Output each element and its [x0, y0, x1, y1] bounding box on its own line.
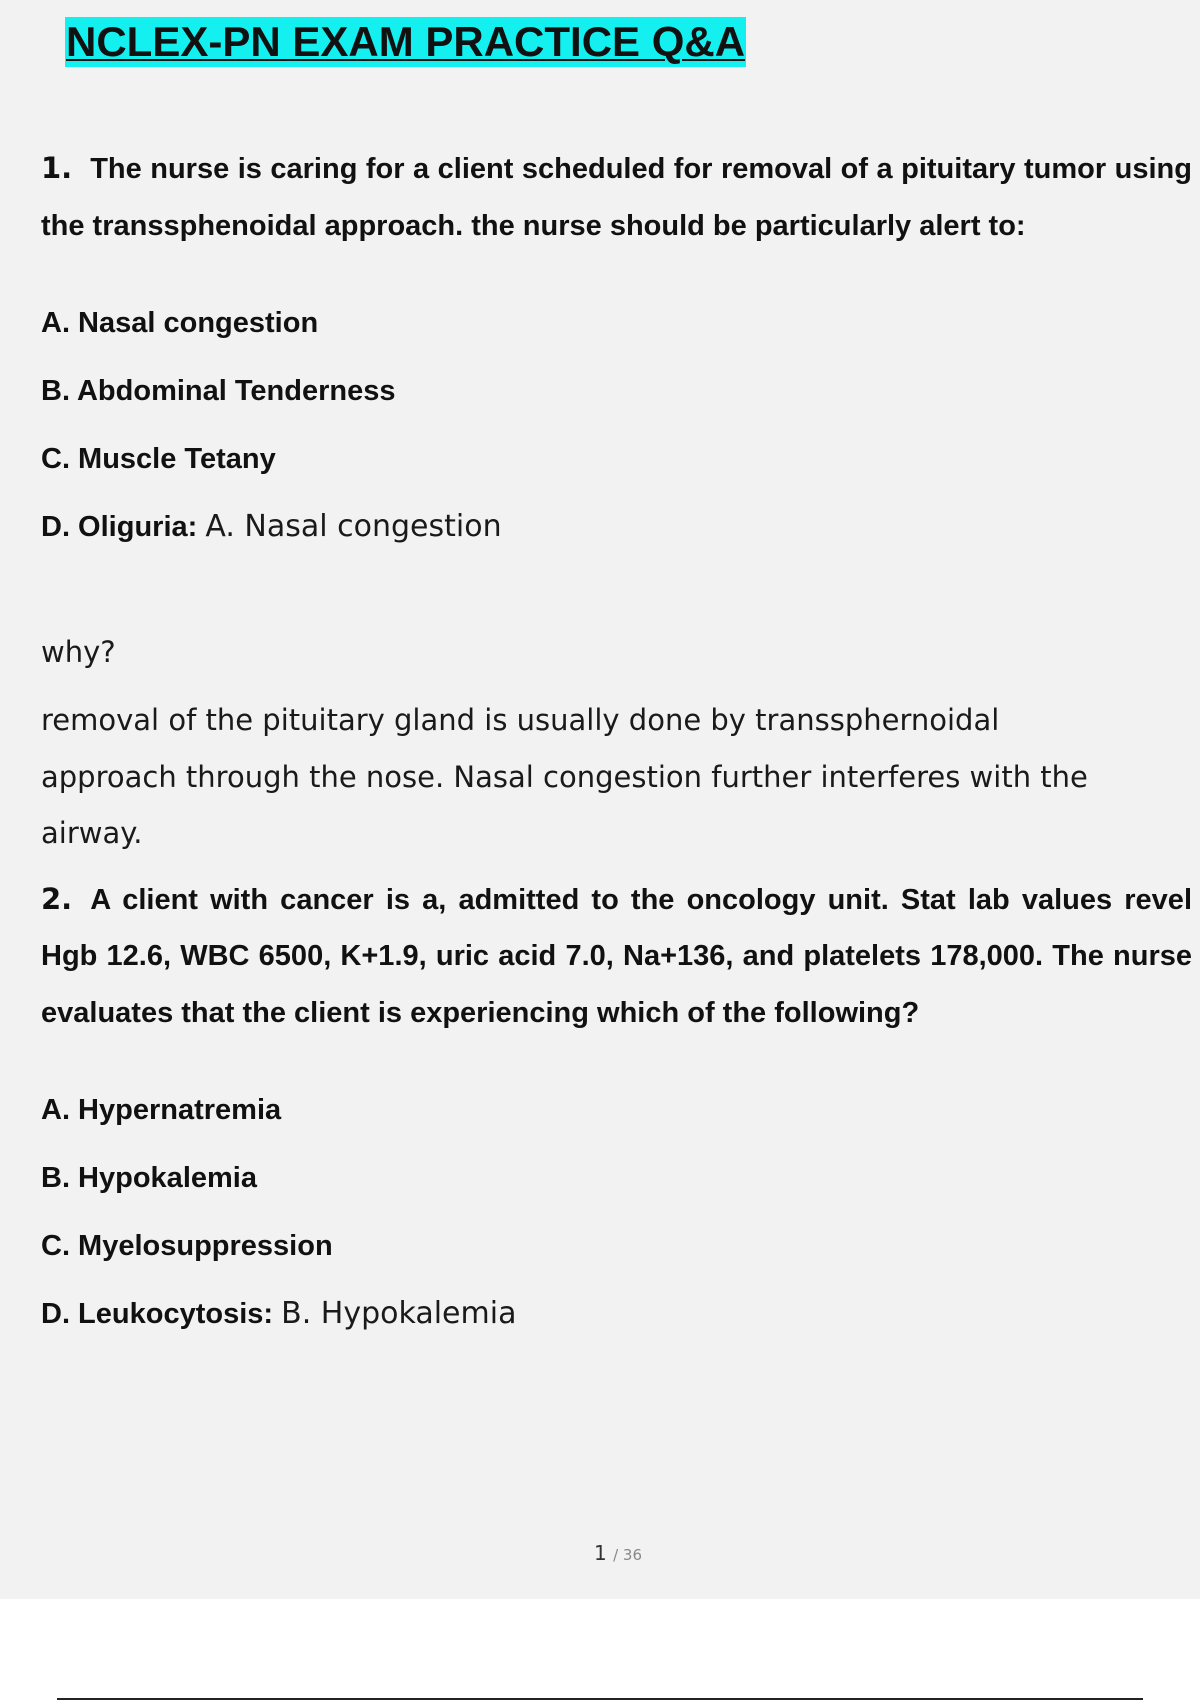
option-d	[41, 1292, 1192, 1360]
option-a	[41, 1088, 1192, 1156]
option-label: D. Leukocytosis:	[41, 1298, 274, 1330]
question-2-options	[41, 1088, 1192, 1360]
question-number: 1.	[41, 151, 73, 185]
option-c	[41, 1224, 1192, 1292]
question-2	[41, 871, 1192, 1042]
correct-answer: A. Nasal congestion	[205, 509, 502, 544]
current-page: 1	[593, 1541, 607, 1565]
option-c	[41, 437, 1192, 505]
option-label: D. Oliguria:	[41, 511, 198, 543]
option-b	[41, 369, 1192, 437]
document-content	[41, 140, 1192, 1360]
option-a	[41, 301, 1192, 369]
total-pages: / 36	[613, 1546, 642, 1564]
option-label: A. Nasal congestion	[41, 307, 319, 339]
question-1-options	[41, 301, 1192, 573]
option-b	[41, 1156, 1192, 1224]
option-label: B. Hypokalemia	[41, 1162, 257, 1194]
correct-answer: B. Hypokalemia	[281, 1296, 517, 1331]
question-text: The nurse is caring for a client scheduled for removal of a pituitary tumor using the transsphenoidal approach. the nurse should be particularly alert to:	[41, 153, 1192, 242]
page-number	[0, 1541, 1200, 1565]
question-text: A client with cancer is a, admitted to the oncology unit. Stat lab values revel Hgb 12.6, WBC 6500, K+1.9, uric acid 7.0, Na+136, and platelets 178,000. The nurse evaluates that the client is experiencing which of the following?	[41, 883, 1192, 1029]
option-label: B. Abdominal Tenderness	[41, 375, 396, 407]
option-label: C. Myelosuppression	[41, 1230, 333, 1262]
option-d	[41, 505, 1192, 573]
option-label: C. Muscle Tetany	[41, 443, 276, 475]
answer-explanation: removal of the pituitary gland is usually done by transsphernoidal approach through the nose. Nasal congestion further interferes with the airway.	[41, 703, 1088, 850]
question-number: 2.	[41, 881, 73, 916]
option-label: A. Hypernatremia	[41, 1094, 282, 1126]
why-label: why?	[41, 635, 116, 669]
question-1	[41, 140, 1192, 254]
document-title: NCLEX-PN EXAM PRACTICE Q&A	[66, 18, 746, 65]
